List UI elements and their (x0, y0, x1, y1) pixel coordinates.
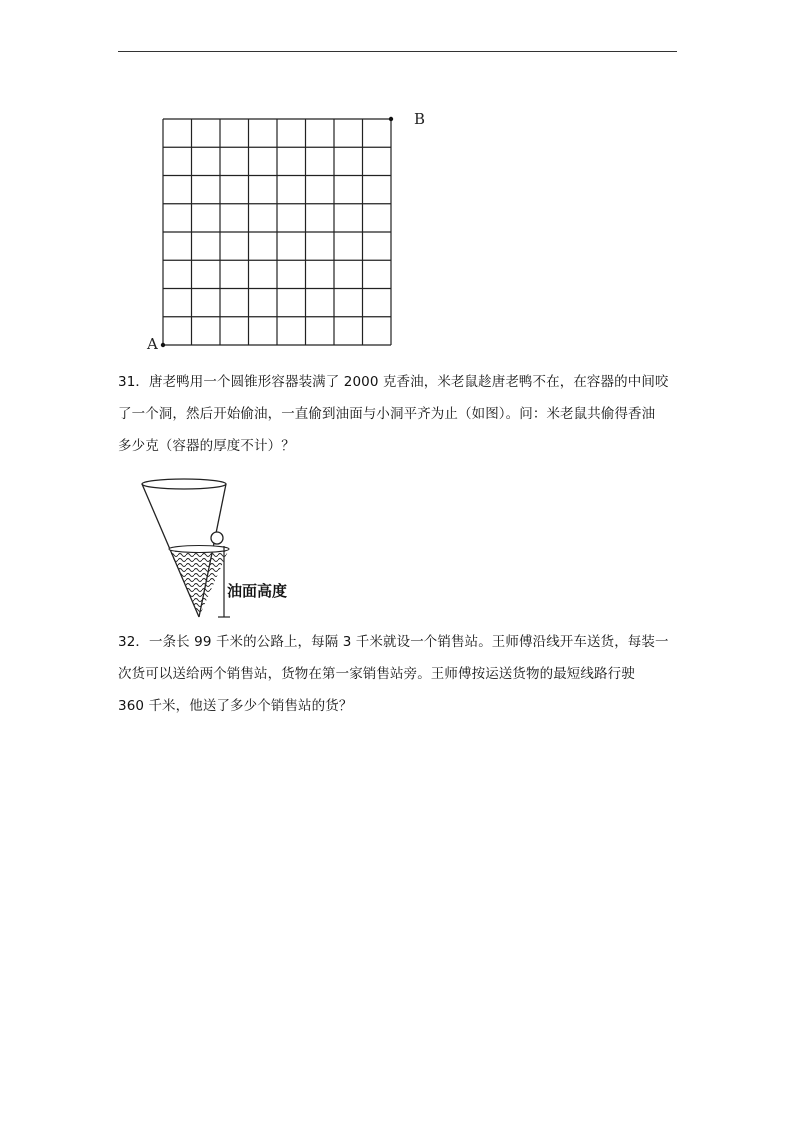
cone-rim (142, 479, 226, 489)
header-rule (118, 51, 677, 52)
grid-figure (140, 105, 440, 355)
point-b-dot (389, 117, 393, 121)
question-31-line: 了一个洞，然后开始偷油，一直偷到油面与小洞平齐为止（如图）。问：米老鼠共偷得香油 (118, 406, 656, 422)
point-a-dot (161, 343, 165, 347)
grid-svg (140, 105, 440, 355)
oil-height-label: 油面高度 (227, 582, 288, 600)
question-31-line: 31．唐老鸭用一个圆锥形容器装满了 2000 克香油，米老鼠趁唐老鸭不在，在容器的中间咬 (118, 374, 669, 390)
oil-surface (169, 546, 229, 553)
question-32-line: 次货可以送给两个销售站，货物在第一家销售站旁。王师傅按运送货物的最短线路行驶 (118, 666, 635, 682)
grid-label-a: A (147, 335, 158, 353)
oil-fill (168, 549, 230, 619)
question-32-line: 360 千米，他送了多少个销售站的货？ (118, 698, 353, 714)
question-31 (118, 366, 678, 462)
question-32 (118, 626, 678, 722)
question-31-line: 多少克（容器的厚度不计）？ (118, 438, 295, 454)
grid-label-b: B (414, 110, 426, 128)
hole-circle (211, 532, 223, 544)
question-32-line: 32．一条长 99 千米的公路上，每隔 3 千米就设一个销售站。王师傅沿线开车送货，每装一 (118, 634, 669, 650)
